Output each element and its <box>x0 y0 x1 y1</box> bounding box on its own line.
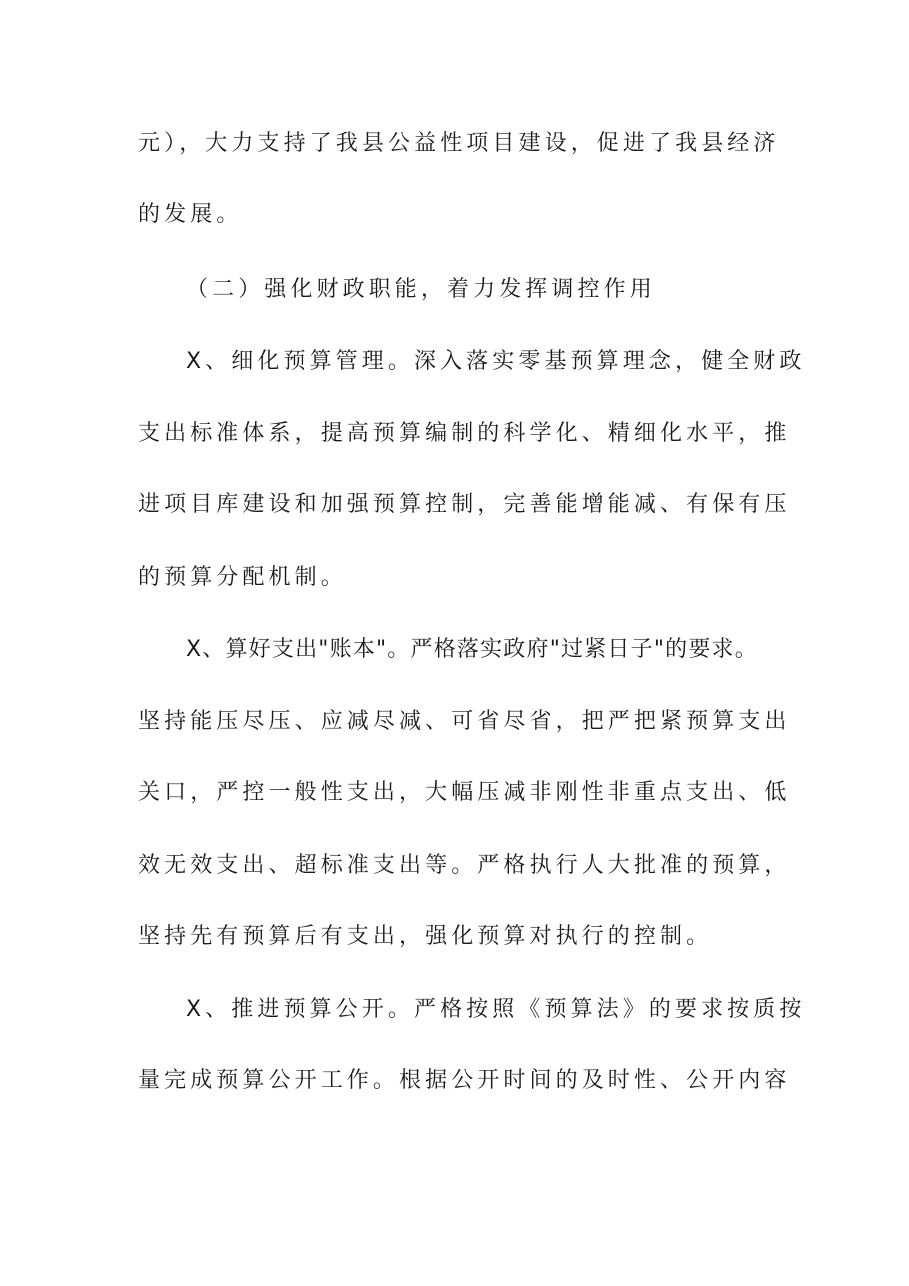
paragraph-line: 的发展。 <box>138 202 243 227</box>
paragraph-line: 支出标准体系，提高预算编制的科学化、精细化水平，推 <box>138 421 791 446</box>
paragraph-line: 进项目库建设和加强预算控制，完善能增能减、有保有压 <box>138 492 791 517</box>
paragraph-line: 坚持先有预算后有支出，强化预算对执行的控制。 <box>138 924 713 949</box>
paragraph-line: 元），大力支持了我县公益性项目建设，促进了我县经济 <box>138 131 780 156</box>
paragraph-line: X、算好支出"账本"。严格落实政府"过紧日子"的要求。 <box>186 637 758 662</box>
paragraph-line: 关口，严控一般性支出，大幅压减非刚性非重点支出、低 <box>138 780 791 805</box>
paragraph-line: 量完成预算公开工作。根据公开时间的及时性、公开内容 <box>138 1068 791 1093</box>
paragraph-line: X、推进预算公开。严格按照《预算法》的要求按质按 <box>186 997 806 1022</box>
paragraph-line: 的预算分配机制。 <box>138 565 347 590</box>
paragraph-line: 坚持能压尽压、应减尽减、可省尽省，把严把紧预算支出 <box>138 709 791 734</box>
paragraph-line: 效无效支出、超标准支出等。严格执行人大批准的预算， <box>138 853 791 878</box>
section-heading: （二）强化财政职能，着力发挥调控作用 <box>186 277 656 302</box>
paragraph-line: X、细化预算管理。深入落实零基预算理念，健全财政 <box>186 349 806 374</box>
